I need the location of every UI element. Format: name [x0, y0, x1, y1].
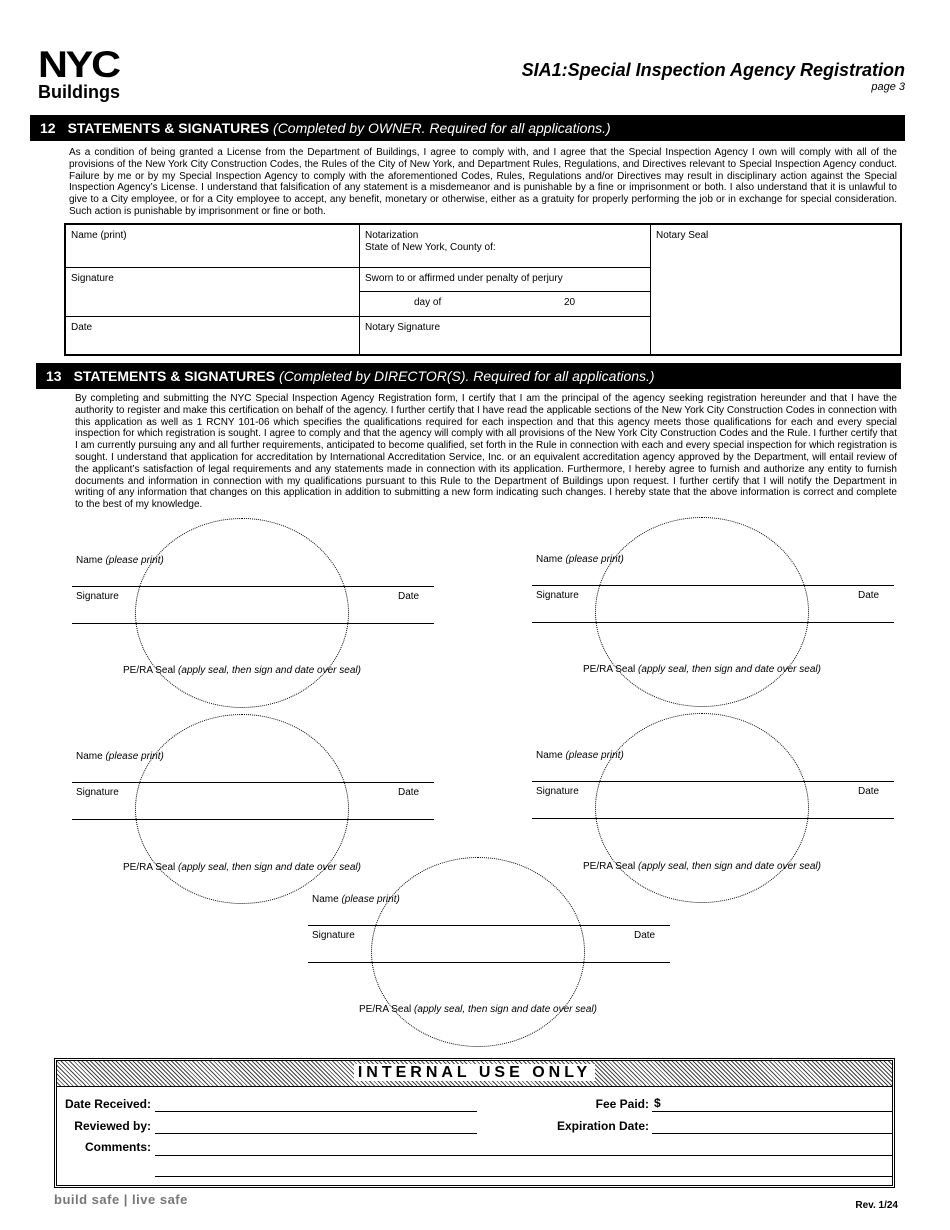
section-12-note: (Completed by OWNER. Required for all applications.) — [273, 120, 611, 136]
logo-buildings-text: Buildings — [38, 82, 120, 102]
sworn-date-field[interactable] — [360, 294, 650, 316]
day-of-label: day of — [414, 297, 442, 308]
date-received-input[interactable] — [155, 1111, 477, 1112]
reviewed-by-label: Reviewed by: — [74, 1119, 151, 1133]
section-13-number: 13 — [46, 368, 62, 384]
expiration-date-input[interactable] — [652, 1133, 893, 1134]
internal-use-box — [54, 1058, 895, 1188]
owner-name-label: Name (print) — [71, 230, 127, 241]
director-date-label: Date — [398, 591, 420, 602]
expiration-date-label: Expiration Date: — [556, 1119, 649, 1133]
seal-label: PE/RA Seal (apply seal, then sign and date over seal) — [583, 861, 821, 872]
section-13-title: STATEMENTS & SIGNATURES — [73, 368, 276, 384]
owner-signature-field[interactable] — [66, 270, 359, 315]
fee-paid-input[interactable] — [652, 1111, 893, 1112]
seal-circle[interactable] — [371, 857, 585, 1047]
notarization-field[interactable] — [360, 227, 650, 267]
director-signature-block — [532, 517, 894, 707]
director-date-label: Date — [858, 590, 880, 601]
director-date-label: Date — [858, 786, 880, 797]
county-label: State of New York, County of: — [365, 242, 496, 253]
owner-date-label: Date — [71, 322, 93, 333]
director-signature-label: Signature — [536, 590, 579, 601]
section-13-header — [36, 363, 901, 389]
notary-seal-label: Notary Seal — [656, 230, 709, 241]
date-received-label: Date Received: — [64, 1097, 151, 1111]
sworn-field — [360, 270, 650, 291]
page-number: page 3 — [871, 81, 905, 93]
revision-label: Rev. 1/24 — [855, 1200, 898, 1211]
director-signature-block — [72, 518, 434, 708]
director-date-label: Date — [398, 787, 420, 798]
fee-currency: $ — [654, 1096, 661, 1110]
director-name-label: Name (please print) — [536, 554, 624, 565]
sworn-label: Sworn to or affirmed under penalty of perjury — [365, 273, 563, 284]
notarization-label: Notarization — [365, 230, 419, 241]
director-name-label: Name (please print) — [76, 751, 164, 762]
owner-signature-label: Signature — [71, 273, 114, 284]
director-date-label: Date — [634, 930, 656, 941]
section-12-title: STATEMENTS & SIGNATURES — [67, 120, 270, 136]
fee-paid-label: Fee Paid: — [595, 1097, 649, 1111]
notary-signature-field[interactable] — [360, 319, 650, 353]
notary-seal-area[interactable] — [651, 227, 900, 353]
reviewed-by-input[interactable] — [155, 1133, 477, 1134]
director-signature-label: Signature — [76, 591, 119, 602]
section-12-number: 12 — [40, 120, 56, 136]
notary-signature-label: Notary Signature — [365, 322, 441, 333]
seal-label: PE/RA Seal (apply seal, then sign and date over seal) — [123, 665, 361, 676]
director-name-label: Name (please print) — [76, 555, 164, 566]
director-signature-label: Signature — [76, 787, 119, 798]
director-name-label: Name (please print) — [312, 894, 400, 905]
director-signature-label: Signature — [536, 786, 579, 797]
footer-tagline: build safe | live safe — [54, 1192, 188, 1207]
owner-date-field[interactable] — [66, 319, 359, 353]
internal-use-title: INTERNAL USE ONLY — [57, 1064, 892, 1082]
form-title: SIA1:Special Inspection Agency Registration — [521, 60, 905, 80]
owner-name-field[interactable] — [66, 227, 359, 267]
director-signature-label: Signature — [312, 930, 355, 941]
seal-label: PE/RA Seal (apply seal, then sign and date over seal) — [583, 664, 821, 675]
logo-nyc-text: NYC — [38, 44, 119, 85]
owner-signature-table — [64, 223, 902, 356]
section-12-header — [30, 115, 905, 141]
seal-label: PE/RA Seal (apply seal, then sign and date over seal) — [359, 1004, 597, 1015]
nyc-buildings-logo — [38, 44, 134, 104]
section-13-statement: By completing and submitting the NYC Special Inspection Agency Registration form, I certify that I am the principal of the agency seeking registration hereunder and that I have the authority to register and make this certification on behalf of the agency. I further certify that I have read the applicable sections of the New York City Construction Codes in connection with this application as well as 1 RCNY 101-06 which specifies the qualifications required for each inspection and that this agency meets those qualifications for each and every special inspection for which registration is sought. I agree to comply and that the agency will comply with all provisions of the New York City Construction Codes and the Rule. I further certify that I am currently pursuing any and all further requirements, anticipated to become qualified, set forth in the Rule in connection with each and every special inspection for which registration is sought. I understand that application for accreditation by International Accreditation Service, Inc. or an equivalent accreditation agency approved by the Department, will entail review of the applicant’s satisfaction of legal requirements and any statements made in connection with its application. Furthermore, I hereby agree to furnish and authorize any entity to furnish documents and information in connection with my qualifications pursuant to this Rule to the Department of Buildings upon request. I further certify that I will notify the Department in writing of any information that changes on this application in addition to submitting a new form indicating such changes. I hereby state that the above information is correct and complete to the best of my knowledge. — [75, 393, 897, 511]
director-name-label: Name (please print) — [536, 750, 624, 761]
seal-circle[interactable] — [595, 517, 809, 707]
section-12-statement: As a condition of being granted a License from the Department of Buildings, I agree to comply with, and I agree that the Special Inspection Agency I own will comply with all of the provisions of the New York City Construction Codes, the Rules of the City of New York, and Department Rules, Regulations, and Directives relevant to Special Inspection Agency conduct. Failure by me or by my Special Inspection Agency to comply with the aforementioned Codes, Rules, Regulations and/or Directives may result in disciplinary action against the Special Inspection Agency’s License. I understand that falsification of any statement is a misdemeanor and is punishable by a fine or imprisonment or both. I also understand that it is unlawful to give to a City employee, or for a City employee to accept, any benefit, monetary or otherwise, either as a gratuity for properly performing the job or in exchange for special consideration. Such action is punishable by imprisonment or fine or both. — [69, 147, 897, 217]
comments-label: Comments: — [84, 1140, 151, 1154]
comments-input-line-2[interactable] — [155, 1176, 893, 1177]
comments-input[interactable] — [155, 1155, 893, 1156]
seal-circle[interactable] — [135, 518, 349, 708]
section-13-note: (Completed by DIRECTOR(S). Required for all applications.) — [279, 368, 655, 384]
seal-label: PE/RA Seal (apply seal, then sign and date over seal) — [123, 862, 361, 873]
director-signature-block — [308, 857, 670, 1047]
year-label: 20 — [564, 297, 576, 308]
